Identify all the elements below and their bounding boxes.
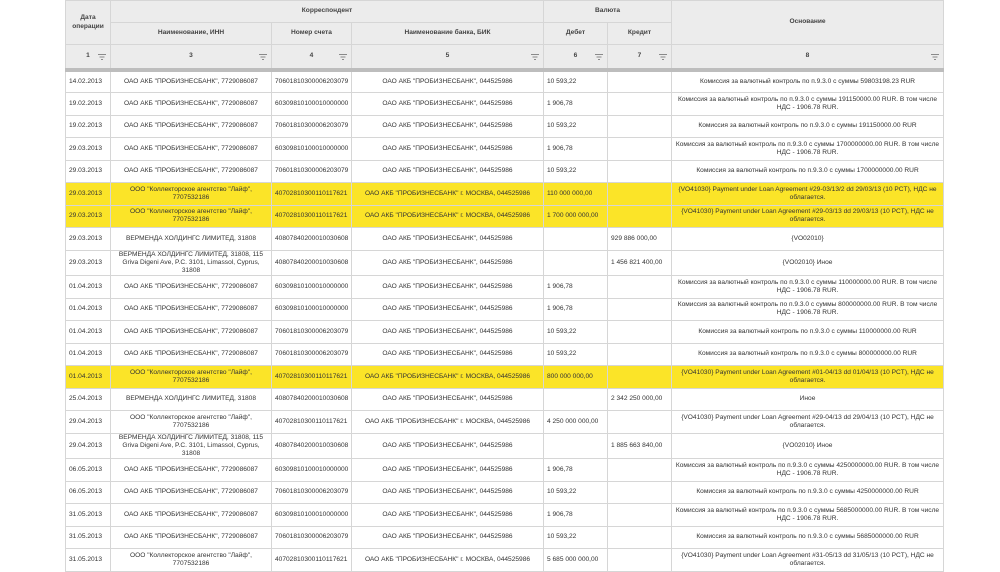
cell-account: 70601810300006203079 (272, 526, 352, 549)
cell-correspondent-name: ВЕРМЕНДА ХОЛДИНГС ЛИМИТЕД, 31808 (111, 388, 272, 411)
header-credit: Кредит (608, 23, 672, 45)
cell-basis: Комиссия за валютный контроль по п.9.3.0 с суммы 191150000.00 RUR. В том числе НДС - 1906.78 RUR. (672, 93, 944, 116)
cell-credit (608, 321, 672, 344)
filter-icon[interactable] (931, 53, 939, 60)
cell-correspondent-name: ОАО АКБ "ПРОБИЗНЕСБАНК", 7729086087 (111, 481, 272, 504)
cell-debit: 10 593,22 (544, 70, 608, 93)
cell-credit (608, 183, 672, 206)
cell-credit (608, 549, 672, 572)
cell-bank: ОАО АКБ "ПРОБИЗНЕСБАНК" г. МОСКВА, 044525986 (352, 366, 544, 389)
filter-icon[interactable] (531, 53, 539, 60)
cell-date: 06.05.2013 (66, 459, 111, 482)
cell-account: 70601810300006203079 (272, 115, 352, 138)
cell-date: 29.04.2013 (66, 433, 111, 459)
cell-bank: ОАО АКБ "ПРОБИЗНЕСБАНК" г. МОСКВА, 044525986 (352, 205, 544, 228)
cell-basis: Комиссия за валютный контроль по п.9.3.0 с суммы 4250000000.00 RUR (672, 481, 944, 504)
column-number-3 (111, 45, 272, 71)
table-row[interactable] (66, 205, 944, 228)
cell-account: 70601810300006203079 (272, 70, 352, 93)
cell-basis: Комиссия за валютный контроль по п.9.3.0 с суммы 191150000.00 RUR (672, 115, 944, 138)
cell-debit: 1 700 000 000,00 (544, 205, 608, 228)
table-row[interactable] (66, 250, 944, 276)
cell-debit: 10 593,22 (544, 481, 608, 504)
cell-credit (608, 459, 672, 482)
cell-correspondent-name: ООО "Коллекторское агентство "Лайф", 7707532186 (111, 205, 272, 228)
cell-debit: 10 593,22 (544, 343, 608, 366)
filter-icon[interactable] (98, 53, 106, 60)
cell-account: 70601810300006203079 (272, 481, 352, 504)
cell-basis: Комиссия за валютный контроль по п.9.3.0 с суммы 4250000000.00 RUR. В том числе НДС - 1906.78 RUR. (672, 459, 944, 482)
table-row[interactable] (66, 433, 944, 459)
cell-credit: 929 886 000,00 (608, 228, 672, 251)
table-row[interactable] (66, 549, 944, 572)
cell-credit (608, 70, 672, 93)
header-bank: Наименование банка, БИК (352, 23, 544, 45)
cell-date: 01.04.2013 (66, 321, 111, 344)
cell-bank: ОАО АКБ "ПРОБИЗНЕСБАНК" г. МОСКВА, 044525986 (352, 549, 544, 572)
cell-debit: 1 906,78 (544, 93, 608, 116)
cell-credit: 2 342 250 000,00 (608, 388, 672, 411)
header-debit: Дебет (544, 23, 608, 45)
cell-debit: 110 000 000,00 (544, 183, 608, 206)
cell-account: 60309810100010000000 (272, 93, 352, 116)
cell-account: 40702810300110117621 (272, 183, 352, 206)
column-number-label: 4 (309, 52, 314, 60)
table-row[interactable] (66, 160, 944, 183)
cell-bank: ОАО АКБ "ПРОБИЗНЕСБАНК", 044525986 (352, 70, 544, 93)
filter-icon[interactable] (339, 53, 347, 60)
cell-correspondent-name: ОАО АКБ "ПРОБИЗНЕСБАНК", 7729086087 (111, 526, 272, 549)
cell-date: 19.02.2013 (66, 93, 111, 116)
cell-basis: {VO41030} Payment under Loan Agreement #29-03/13/2 dd 29/03/13 (10 PCT), НДС не облагается. (672, 183, 944, 206)
cell-credit: 1 456 821 400,00 (608, 250, 672, 276)
cell-credit (608, 481, 672, 504)
header-currency: Валюта (544, 1, 672, 23)
cell-basis: {VO41030} Payment under Loan Agreement #29-04/13 dd 29/04/13 (10 PCT), НДС не облагается. (672, 411, 944, 434)
cell-account: 40702810300110117621 (272, 366, 352, 389)
cell-debit: 1 906,78 (544, 504, 608, 527)
cell-account: 60309810100010000000 (272, 504, 352, 527)
table-row[interactable] (66, 70, 944, 93)
cell-bank: ОАО АКБ "ПРОБИЗНЕСБАНК", 044525986 (352, 343, 544, 366)
cell-correspondent-name: ОАО АКБ "ПРОБИЗНЕСБАНК", 7729086087 (111, 93, 272, 116)
column-number-7 (608, 45, 672, 71)
cell-debit: 800 000 000,00 (544, 366, 608, 389)
cell-account: 40807840200010030608 (272, 388, 352, 411)
cell-bank: ОАО АКБ "ПРОБИЗНЕСБАНК", 044525986 (352, 160, 544, 183)
cell-basis: Комиссия за валютный контроль по п.9.3.0 с суммы 800000000.00 RUR (672, 343, 944, 366)
cell-debit: 10 593,22 (544, 160, 608, 183)
cell-account: 70601810300006203079 (272, 321, 352, 344)
cell-credit (608, 115, 672, 138)
cell-basis: Комиссия за валютный контроль по п.9.3.0 с суммы 1700000000.00 RUR (672, 160, 944, 183)
cell-debit: 10 593,22 (544, 321, 608, 344)
cell-correspondent-name: ВЕРМЕНДА ХОЛДИНГС ЛИМИТЕД, 31808, 115 Griva Digeni Ave, P.C. 3101, Limassol, Cyprus, 31808 (111, 250, 272, 276)
cell-bank: ОАО АКБ "ПРОБИЗНЕСБАНК", 044525986 (352, 388, 544, 411)
table-row[interactable] (66, 526, 944, 549)
table-row[interactable] (66, 481, 944, 504)
cell-correspondent-name: ОАО АКБ "ПРОБИЗНЕСБАНК", 7729086087 (111, 276, 272, 299)
cell-date: 01.04.2013 (66, 366, 111, 389)
cell-credit (608, 298, 672, 321)
cell-date: 29.03.2013 (66, 205, 111, 228)
cell-date: 14.02.2013 (66, 70, 111, 93)
cell-bank: ОАО АКБ "ПРОБИЗНЕСБАНК", 044525986 (352, 115, 544, 138)
table-row[interactable] (66, 298, 944, 321)
cell-date: 29.03.2013 (66, 183, 111, 206)
statement-table (65, 0, 944, 572)
column-number-8 (672, 45, 944, 71)
cell-correspondent-name: ОАО АКБ "ПРОБИЗНЕСБАНК", 7729086087 (111, 459, 272, 482)
column-number-label: 5 (445, 52, 450, 60)
cell-account: 40702810300110117621 (272, 549, 352, 572)
cell-account: 60309810100010000000 (272, 298, 352, 321)
table-row[interactable] (66, 411, 944, 434)
cell-correspondent-name: ОАО АКБ "ПРОБИЗНЕСБАНК", 7729086087 (111, 504, 272, 527)
cell-basis: Комиссия за валютный контроль по п.9.3.0 с суммы 800000000.00 RUR. В том числе НДС - 1906.78 RUR. (672, 298, 944, 321)
cell-account: 70601810300006203079 (272, 160, 352, 183)
cell-date: 31.05.2013 (66, 549, 111, 572)
cell-debit: 10 593,22 (544, 115, 608, 138)
cell-date: 01.04.2013 (66, 298, 111, 321)
column-number-1 (66, 45, 111, 71)
cell-correspondent-name: ОАО АКБ "ПРОБИЗНЕСБАНК", 7729086087 (111, 298, 272, 321)
cell-debit: 1 906,78 (544, 138, 608, 161)
cell-date: 29.03.2013 (66, 228, 111, 251)
cell-basis: Комиссия за валютный контроль по п.9.3.0 с суммы 5685000000.00 RUR. В том числе НДС - 1906.78 RUR. (672, 504, 944, 527)
cell-date: 29.03.2013 (66, 250, 111, 276)
table-row[interactable] (66, 93, 944, 116)
cell-credit (608, 411, 672, 434)
cell-account: 40702810300110117621 (272, 205, 352, 228)
cell-account: 60309810100010000000 (272, 138, 352, 161)
column-number-label: 8 (805, 52, 810, 60)
cell-basis: Комиссия за валютный контроль по п.9.3.0 с суммы 1700000000.00 RUR. В том числе НДС - 1906.78 RUR. (672, 138, 944, 161)
cell-bank: ОАО АКБ "ПРОБИЗНЕСБАНК", 044525986 (352, 138, 544, 161)
table-row[interactable] (66, 276, 944, 299)
cell-credit: 1 885 663 840,00 (608, 433, 672, 459)
table-row[interactable] (66, 183, 944, 206)
cell-basis: {VO02010} Иное (672, 433, 944, 459)
cell-basis: {VO02010} (672, 228, 944, 251)
cell-bank: ОАО АКБ "ПРОБИЗНЕСБАНК", 044525986 (352, 276, 544, 299)
column-number-label: 7 (637, 52, 642, 60)
cell-correspondent-name: ОАО АКБ "ПРОБИЗНЕСБАНК", 7729086087 (111, 321, 272, 344)
cell-debit: 1 906,78 (544, 298, 608, 321)
cell-credit (608, 526, 672, 549)
cell-correspondent-name: ОАО АКБ "ПРОБИЗНЕСБАНК", 7729086087 (111, 115, 272, 138)
table-row[interactable] (66, 115, 944, 138)
cell-date: 06.05.2013 (66, 481, 111, 504)
cell-date: 29.03.2013 (66, 160, 111, 183)
cell-credit (608, 205, 672, 228)
cell-basis: Комиссия за валютный контроль по п.9.3.0 с суммы 59803198.23 RUR (672, 70, 944, 93)
cell-bank: ОАО АКБ "ПРОБИЗНЕСБАНК", 044525986 (352, 481, 544, 504)
column-number-5 (352, 45, 544, 71)
cell-account: 40807840200010030608 (272, 250, 352, 276)
cell-correspondent-name: ОАО АКБ "ПРОБИЗНЕСБАНК", 7729086087 (111, 70, 272, 93)
cell-bank: ОАО АКБ "ПРОБИЗНЕСБАНК" г. МОСКВА, 044525986 (352, 411, 544, 434)
cell-correspondent-name: ОАО АКБ "ПРОБИЗНЕСБАНК", 7729086087 (111, 160, 272, 183)
cell-correspondent-name: ОАО АКБ "ПРОБИЗНЕСБАНК", 7729086087 (111, 343, 272, 366)
cell-debit (544, 250, 608, 276)
cell-bank: ОАО АКБ "ПРОБИЗНЕСБАНК" г. МОСКВА, 044525986 (352, 183, 544, 206)
column-number-label: 6 (573, 52, 578, 60)
cell-basis: {VO41030} Payment under Loan Agreement #31-05/13 dd 31/05/13 (10 PCT), НДС не облагается. (672, 549, 944, 572)
cell-credit (608, 93, 672, 116)
cell-basis: Комиссия за валютный контроль по п.9.3.0 с суммы 110000000.00 RUR (672, 321, 944, 344)
cell-bank: ОАО АКБ "ПРОБИЗНЕСБАНК", 044525986 (352, 93, 544, 116)
cell-date: 29.03.2013 (66, 138, 111, 161)
table-row[interactable] (66, 366, 944, 389)
cell-correspondent-name: ВЕРМЕНДА ХОЛДИНГС ЛИМИТЕД, 31808, 115 Griva Digeni Ave, P.C. 3101, Limassol, Cyprus, 31808 (111, 433, 272, 459)
cell-date: 01.04.2013 (66, 343, 111, 366)
column-number-4 (272, 45, 352, 71)
cell-credit (608, 343, 672, 366)
column-number-label: 1 (86, 52, 90, 60)
table-row[interactable] (66, 138, 944, 161)
table-row[interactable] (66, 343, 944, 366)
cell-credit (608, 160, 672, 183)
cell-correspondent-name: ООО "Коллекторское агентство "Лайф", 7707532186 (111, 183, 272, 206)
header-correspondent: Корреспондент (111, 1, 544, 23)
cell-basis: {VO02010} Иное (672, 250, 944, 276)
table-row[interactable] (66, 228, 944, 251)
cell-account: 70601810300006203079 (272, 343, 352, 366)
cell-debit: 10 593,22 (544, 526, 608, 549)
cell-correspondent-name: ООО "Коллекторское агентство "Лайф", 7707532186 (111, 366, 272, 389)
header-account: Номер счета (272, 23, 352, 45)
cell-debit: 1 906,78 (544, 459, 608, 482)
cell-bank: ОАО АКБ "ПРОБИЗНЕСБАНК", 044525986 (352, 298, 544, 321)
cell-debit (544, 388, 608, 411)
table-row[interactable] (66, 321, 944, 344)
cell-bank: ОАО АКБ "ПРОБИЗНЕСБАНК", 044525986 (352, 504, 544, 527)
cell-account: 40807840200010030608 (272, 433, 352, 459)
cell-date: 31.05.2013 (66, 504, 111, 527)
header-date: Дата операции (66, 1, 111, 45)
table-row[interactable] (66, 459, 944, 482)
column-number-label: 3 (189, 52, 193, 60)
table-header (66, 1, 944, 71)
cell-basis: Иное (672, 388, 944, 411)
cell-account: 60309810100010000000 (272, 276, 352, 299)
cell-credit (608, 138, 672, 161)
cell-date: 19.02.2013 (66, 115, 111, 138)
cell-date: 25.04.2013 (66, 388, 111, 411)
cell-account: 60309810100010000000 (272, 459, 352, 482)
cell-basis: {VO41030} Payment under Loan Agreement #29-03/13 dd 29/03/13 (10 PCT), НДС не облагается. (672, 205, 944, 228)
cell-correspondent-name: ООО "Коллекторское агентство "Лайф", 7707532186 (111, 549, 272, 572)
column-number-6 (544, 45, 608, 71)
cell-account: 40702810300110117621 (272, 411, 352, 434)
cell-credit (608, 366, 672, 389)
filter-icon[interactable] (595, 53, 603, 60)
cell-basis: Комиссия за валютный контроль по п.9.3.0 с суммы 5685000000.00 RUR (672, 526, 944, 549)
cell-date: 01.04.2013 (66, 276, 111, 299)
cell-debit (544, 433, 608, 459)
filter-icon[interactable] (259, 53, 267, 60)
cell-correspondent-name: ООО "Коллекторское агентство "Лайф", 7707532186 (111, 411, 272, 434)
cell-correspondent-name: ВЕРМЕНДА ХОЛДИНГС ЛИМИТЕД, 31808 (111, 228, 272, 251)
cell-basis: Комиссия за валютный контроль по п.9.3.0 с суммы 110000000.00 RUR. В том числе НДС - 1906.78 RUR. (672, 276, 944, 299)
cell-bank: ОАО АКБ "ПРОБИЗНЕСБАНК", 044525986 (352, 459, 544, 482)
filter-icon[interactable] (659, 53, 667, 60)
cell-bank: ОАО АКБ "ПРОБИЗНЕСБАНК", 044525986 (352, 321, 544, 344)
column-number-row (66, 45, 944, 71)
cell-debit: 1 906,78 (544, 276, 608, 299)
cell-correspondent-name: ОАО АКБ "ПРОБИЗНЕСБАНК", 7729086087 (111, 138, 272, 161)
cell-basis: {VO41030} Payment under Loan Agreement #01-04/13 dd 01/04/13 (10 PCT), НДС не облагается. (672, 366, 944, 389)
cell-date: 29.04.2013 (66, 411, 111, 434)
cell-debit (544, 228, 608, 251)
cell-credit (608, 504, 672, 527)
cell-bank: ОАО АКБ "ПРОБИЗНЕСБАНК", 044525986 (352, 433, 544, 459)
table-row[interactable] (66, 504, 944, 527)
cell-credit (608, 276, 672, 299)
cell-bank: ОАО АКБ "ПРОБИЗНЕСБАНК", 044525986 (352, 228, 544, 251)
header-name: Наименование, ИНН (111, 23, 272, 45)
table-body (66, 70, 944, 571)
table-row[interactable] (66, 388, 944, 411)
cell-debit: 5 685 000 000,00 (544, 549, 608, 572)
cell-bank: ОАО АКБ "ПРОБИЗНЕСБАНК", 044525986 (352, 250, 544, 276)
header-basis: Основание (672, 1, 944, 45)
cell-debit: 4 250 000 000,00 (544, 411, 608, 434)
cell-account: 40807840200010030608 (272, 228, 352, 251)
cell-bank: ОАО АКБ "ПРОБИЗНЕСБАНК", 044525986 (352, 526, 544, 549)
cell-date: 31.05.2013 (66, 526, 111, 549)
